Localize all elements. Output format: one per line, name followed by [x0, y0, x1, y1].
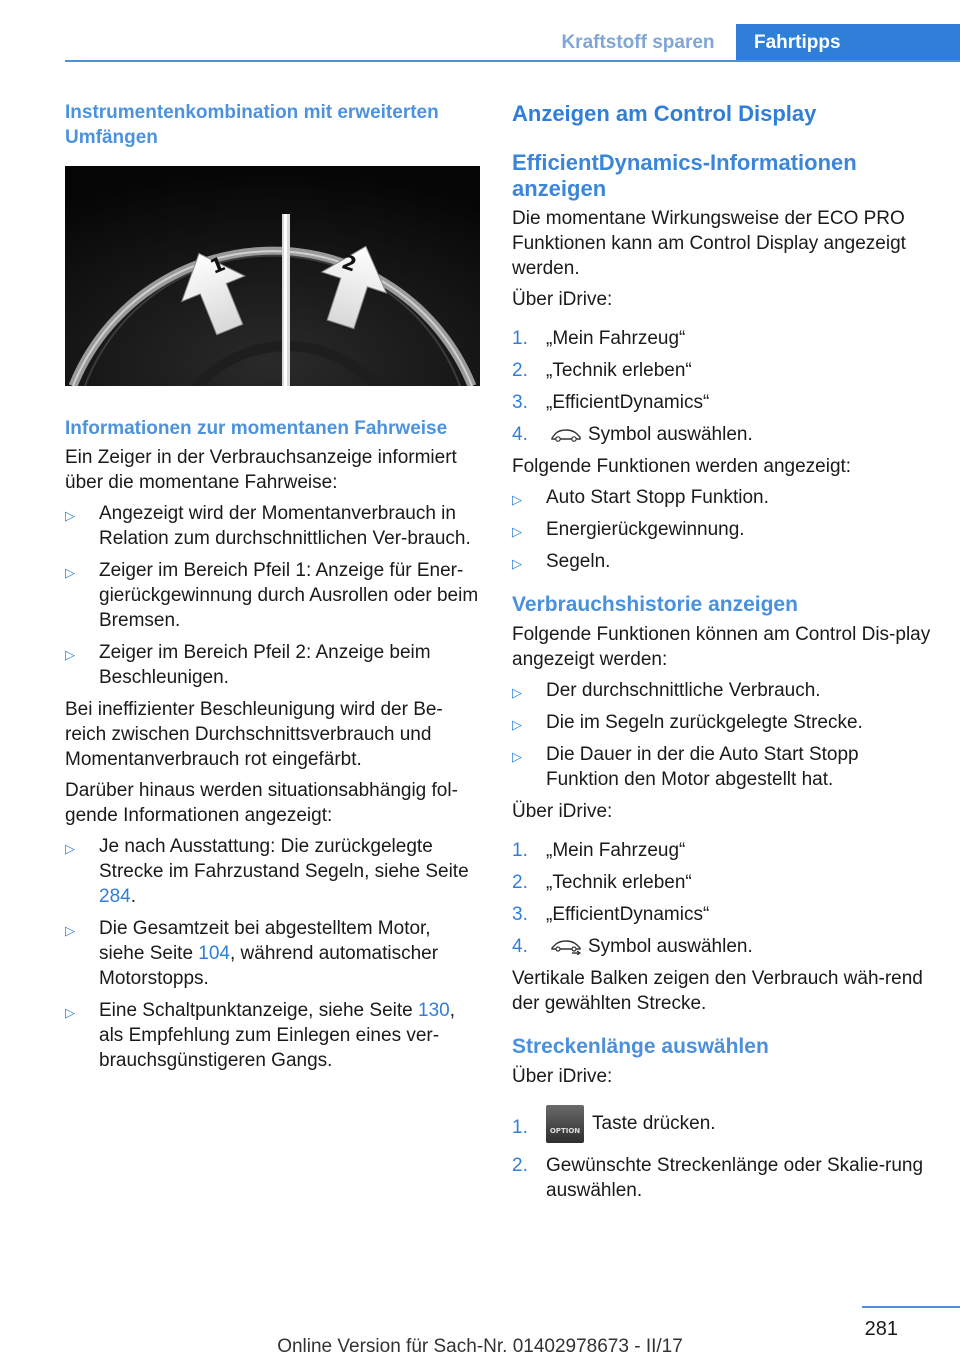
header-section-tab[interactable]: Kraftstoff sparen	[561, 32, 715, 53]
bullet-icon: ▷	[512, 492, 522, 507]
paragraph: Folgende Funktionen werden angezeigt:	[512, 456, 852, 477]
car-efficiency-icon	[550, 427, 582, 443]
list-item: ▷ Angezeigt wird der Momentanverbrauch in Relation zum durchschnittlichen Ver‐brauch.	[65, 503, 471, 549]
list-item: 2. Gewünschte Streckenlänge oder Skalie‐rung auswählen.	[512, 1155, 924, 1201]
page-link-130[interactable]: 130	[418, 1000, 450, 1021]
paragraph: Die momentane Wirkungsweise der ECO PRO Funktionen kann am Control Display angezeigt werden.	[512, 208, 906, 279]
list-item: 2. „Technik erleben“	[512, 872, 692, 893]
bullet-icon: ▷	[512, 717, 522, 732]
heading-efficientdynamics: EfficientDynamics-Informationen anzeigen	[512, 150, 857, 201]
bullet-icon: ▷	[65, 508, 75, 523]
heading-instrument-cluster: Instrumentenkombination mit erweiterten Umfängen	[65, 102, 439, 148]
footer-version: Online Version für Sach-Nr. 01402978673 - II/17	[277, 1336, 683, 1357]
list-item: ▷ Die Dauer in der die Auto Start Stopp Funktion den Motor abgestellt hat.	[512, 744, 859, 790]
list-item: 1. „Mein Fahrzeug“	[512, 328, 686, 349]
step-list	[512, 1105, 932, 1203]
list-item: ▷ Je nach Ausstattung: Die zurückgelegte Strecke im Fahrzustand Segeln, siehe Seite 284.	[65, 836, 469, 907]
left-column	[65, 100, 480, 1080]
bullet-icon: ▷	[512, 524, 522, 539]
page-link-104[interactable]: 104	[198, 943, 230, 964]
list-item: 3. „EfficientDynamics“	[512, 904, 710, 925]
consumption-history-icon	[550, 939, 582, 955]
idrive-label: Über iDrive:	[512, 1066, 613, 1087]
bullet-list	[65, 834, 480, 1073]
bullet-icon: ▷	[65, 647, 75, 662]
list-item: ▷ Segeln.	[512, 549, 932, 574]
list-item: ▷ Der durchschnittliche Verbrauch.	[512, 678, 932, 703]
paragraph: Vertikale Balken zeigen den Verbrauch wäh‐rend der gewählten Strecke.	[512, 968, 923, 1014]
step-list	[512, 838, 932, 959]
heading-driving-info: Informationen zur momentanen Fahrweise	[65, 418, 448, 439]
instrument-cluster-figure	[65, 166, 480, 386]
page-link-284[interactable]: 284	[99, 886, 131, 907]
bullet-icon: ▷	[512, 685, 522, 700]
bullet-list	[65, 501, 480, 690]
list-item: ▷ Auto Start Stopp Funktion.	[512, 485, 932, 510]
list-item: 4. Symbol auswählen.	[512, 424, 753, 445]
right-column	[512, 100, 932, 1210]
bullet-list	[512, 485, 932, 574]
page-number-rule	[862, 1306, 960, 1308]
step-list	[512, 326, 932, 447]
bullet-icon: ▷	[512, 556, 522, 571]
bullet-icon: ▷	[65, 565, 75, 580]
paragraph: Bei ineffizienter Beschleunigung wird der Be‐reich zwischen Durchschnittsverbrauch und Momentanverbrauch rot eingefärbt.	[65, 699, 443, 770]
bullet-icon: ▷	[65, 923, 75, 938]
list-item: ▷ Energierückgewinnung.	[512, 517, 932, 542]
list-item: ▷ Eine Schaltpunktanzeige, siehe Seite 130, als Empfehlung zum Einlegen eines ver‐brauchsgünstigeren Gangs.	[65, 1000, 455, 1071]
list-item: ▷ Die Gesamtzeit bei abgestelltem Motor, siehe Seite 104, während automatischer Motorstopps.	[65, 918, 439, 989]
gauge-illustration	[65, 166, 480, 386]
arrow-2-label: 2	[338, 249, 360, 277]
list-item: 1. OPTION Taste drücken.	[512, 1105, 932, 1143]
heading-consumption-history: Verbrauchshistorie anzeigen	[512, 593, 798, 616]
paragraph: Darüber hinaus werden situationsabhängig fol‐gende Informationen angezeigt:	[65, 780, 458, 826]
list-item: 1. „Mein Fahrzeug“	[512, 840, 686, 861]
idrive-label: Über iDrive:	[512, 801, 613, 822]
option-button-icon: OPTION	[546, 1105, 584, 1143]
heading-route-length: Streckenlänge auswählen	[512, 1035, 769, 1058]
idrive-label: Über iDrive:	[512, 289, 613, 310]
list-item: 2. „Technik erleben“	[512, 360, 692, 381]
list-item: 4. Symbol auswählen.	[512, 936, 753, 957]
arrow-1-label: 1	[206, 251, 229, 279]
bullet-icon: ▷	[65, 1005, 75, 1020]
heading-control-display: Anzeigen am Control Display	[512, 101, 817, 126]
paragraph: Folgende Funktionen können am Control Dis‐play angezeigt werden:	[512, 624, 931, 670]
bullet-list	[512, 678, 932, 792]
page-number: 281	[864, 1318, 898, 1340]
page-header	[0, 0, 960, 62]
bullet-icon: ▷	[65, 841, 75, 856]
list-item: ▷ Zeiger im Bereich Pfeil 1: Anzeige für Ener‐gierückgewinnung durch Ausrollen oder beim Bremsen.	[65, 560, 479, 631]
bullet-icon: ▷	[512, 749, 522, 764]
list-item: 3. „EfficientDynamics“	[512, 392, 710, 413]
list-item: ▷ Zeiger im Bereich Pfeil 2: Anzeige beim Beschleunigen.	[65, 642, 431, 688]
header-chapter-tab[interactable]: Fahrtipps	[736, 24, 960, 62]
header-rule	[65, 60, 960, 62]
paragraph: Ein Zeiger in der Verbrauchsanzeige informiert über die momentane Fahrweise:	[65, 447, 457, 493]
list-item: ▷ Die im Segeln zurückgelegte Strecke.	[512, 710, 932, 735]
